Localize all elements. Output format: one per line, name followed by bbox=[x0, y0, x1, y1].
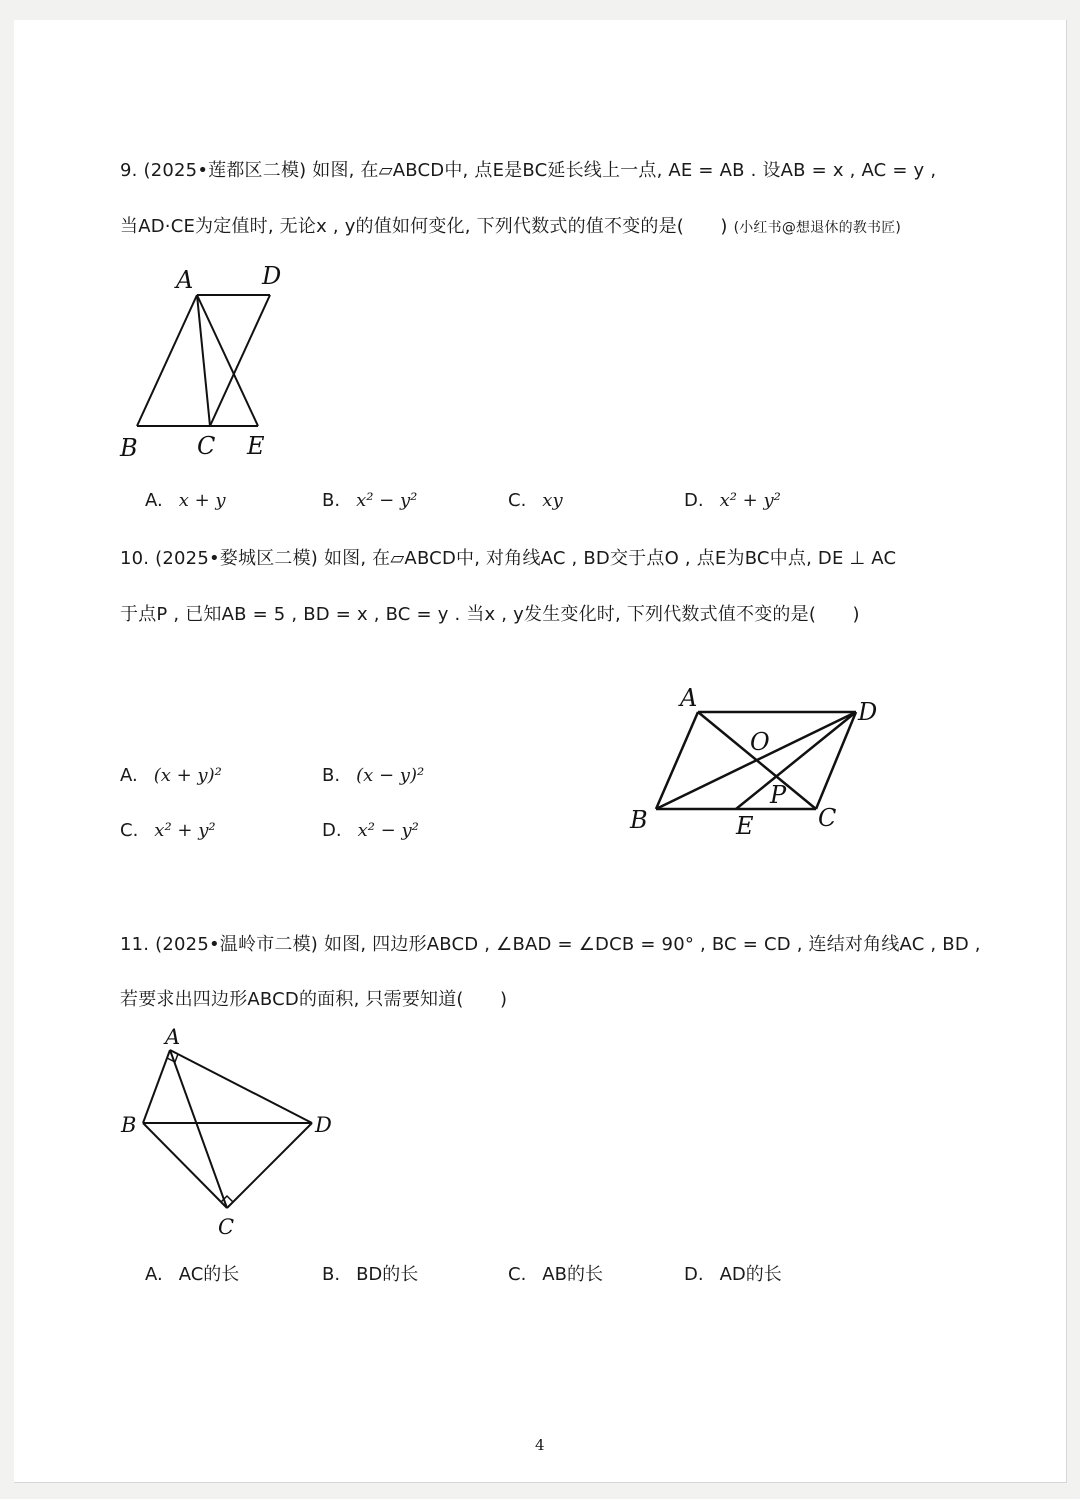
q10-line-2: 于点P , 已知AB = 5 , BD = x , BC = y . 当x , y发生变化时, 下列代数式值不变的是( ) bbox=[120, 604, 860, 625]
q9-label-d: D bbox=[262, 262, 282, 290]
q11-line-1: 11. (2025•温岭市二模) 如图, 四边形ABCD , ∠BAD = ∠DCB = 90° , BC = CD , 连结对角线AC , BD , bbox=[120, 934, 981, 955]
q11-segment-ab bbox=[143, 1050, 170, 1123]
q9-option-d[interactable]: D. x² + y² bbox=[684, 490, 781, 511]
q10-figure bbox=[620, 678, 900, 848]
q11-line-2: 若要求出四边形ABCD的面积, 只需要知道( ) bbox=[120, 989, 508, 1010]
q9-line-1: 9. (2025•莲都区二模) 如图, 在▱ABCD中, 点E是BC延长线上一点, AE = AB . 设AB = x , AC = y , bbox=[120, 160, 937, 181]
q10-segment-ab bbox=[656, 712, 698, 809]
q9-segment-ac bbox=[197, 295, 210, 426]
q9-option-a[interactable]: A. x + y bbox=[145, 490, 226, 511]
q11-segment-ad bbox=[170, 1050, 312, 1123]
q10-label-p: P bbox=[770, 781, 787, 809]
q11-figure bbox=[115, 1020, 345, 1245]
q11-option-c[interactable]: C. AB的长 bbox=[508, 1264, 603, 1285]
q9-option-b[interactable]: B. x² − y² bbox=[322, 490, 418, 511]
q10-line-1: 10. (2025•婺城区二模) 如图, 在▱ABCD中, 对角线AC , BD交于点O , 点E为BC中点, DE ⊥ AC bbox=[120, 548, 897, 569]
q9-label-b: B bbox=[120, 434, 138, 462]
q11-option-d[interactable]: D. AD的长 bbox=[684, 1264, 782, 1285]
q10-option-b[interactable]: B. (x − y)² bbox=[322, 765, 425, 786]
q9-segment-ab bbox=[137, 295, 197, 426]
q9-line-2-main: 当AD·CE为定值时, 无论x , y的值如何变化, 下列代数式的值不变的是( ) bbox=[120, 216, 728, 237]
q11-label-c: C bbox=[218, 1215, 235, 1239]
q9-label-c: C bbox=[197, 432, 216, 460]
q11-option-b[interactable]: B. BD的长 bbox=[322, 1264, 419, 1285]
q9-segment-dc bbox=[210, 295, 270, 426]
q10-label-d: D bbox=[858, 698, 878, 726]
q11-label-a: A bbox=[165, 1025, 181, 1049]
q9-line-2 bbox=[120, 212, 901, 238]
q11-segment-bc bbox=[143, 1123, 227, 1208]
q11-label-d: D bbox=[315, 1113, 332, 1137]
q10-option-a[interactable]: A. (x + y)² bbox=[120, 765, 222, 786]
q9-figure bbox=[110, 258, 310, 468]
q9-segment-ae bbox=[197, 295, 258, 426]
page-number: 4 bbox=[535, 1436, 545, 1454]
q11-label-b: B bbox=[121, 1113, 137, 1137]
q10-label-c: C bbox=[818, 804, 837, 832]
q10-option-d[interactable]: D. x² − y² bbox=[322, 820, 419, 841]
q10-segment-bd bbox=[656, 712, 856, 809]
q9-label-e: E bbox=[247, 432, 265, 460]
q10-label-b: B bbox=[630, 806, 648, 834]
q10-option-c[interactable]: C. x² + y² bbox=[120, 820, 216, 841]
q10-label-o: O bbox=[750, 728, 770, 756]
q11-segment-dc bbox=[227, 1123, 312, 1208]
q9-label-a: A bbox=[176, 266, 194, 294]
q9-option-c[interactable]: C. xy bbox=[508, 490, 563, 511]
q11-segment-ac bbox=[170, 1050, 227, 1208]
q10-label-a: A bbox=[680, 684, 698, 712]
q10-label-e: E bbox=[736, 812, 754, 840]
q9-source-note: (小红书@想退休的教书匠) bbox=[733, 220, 902, 236]
q11-option-a[interactable]: A. AC的长 bbox=[145, 1264, 240, 1285]
q10-segment-dc bbox=[816, 712, 856, 809]
